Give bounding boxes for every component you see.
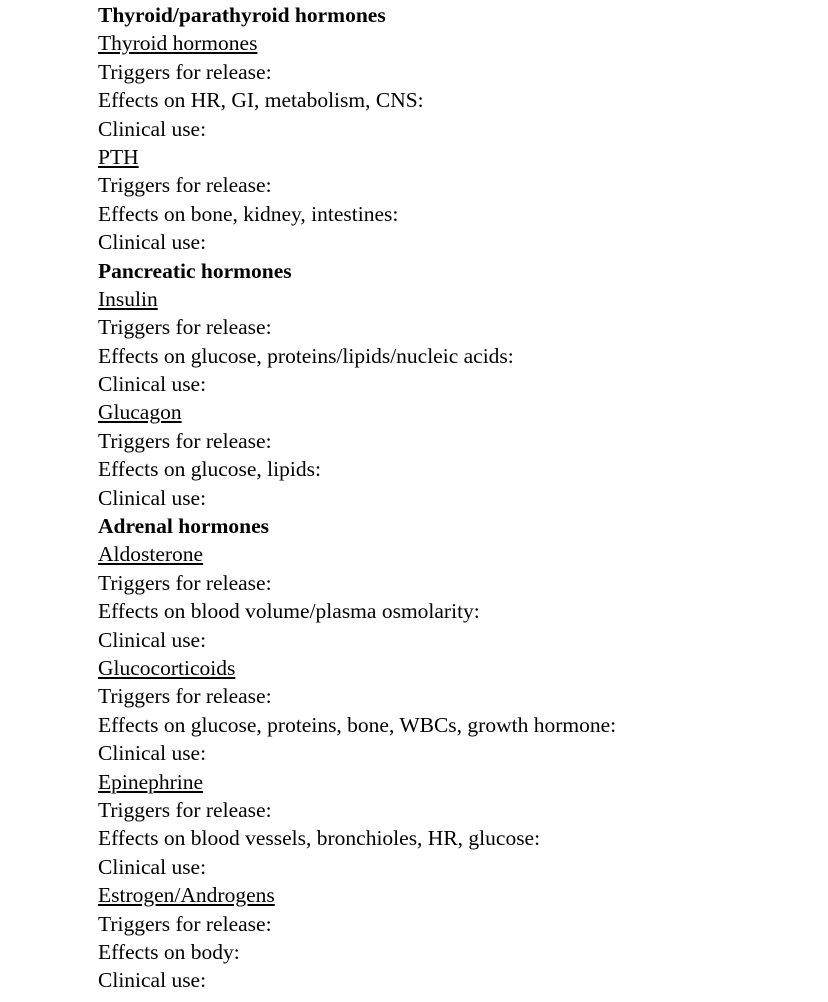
hormone-name: Estrogen/Androgens [98,883,275,908]
hormone-name: PTH [98,144,139,169]
clinical-use-label: Clinical use: [98,372,207,397]
clinical-use-label: Clinical use: [98,968,207,993]
hormone-name: Glucagon [98,400,182,425]
clinical-use-label: Clinical use: [98,116,207,141]
clinical-use-label: Clinical use: [98,627,207,652]
effects-label: Effects on body: [98,939,240,964]
triggers-label: Triggers for release: [98,570,272,595]
document-body [98,1,798,995]
effects-label: Effects on glucose, lipids: [98,457,321,482]
clinical-use-label: Clinical use: [98,230,207,255]
section-title: Adrenal hormones [98,514,270,539]
hormone-name: Glucocorticoids [98,655,236,680]
hormone-name: Insulin [98,286,158,311]
effects-label: Effects on bone, kidney, intestines: [98,201,399,226]
effects-label: Effects on blood volume/plasma osmolarity: [98,599,480,624]
effects-label: Effects on blood vessels, bronchioles, HR, glucose: [98,826,541,851]
hormone-name: Epinephrine [98,769,204,794]
section-title: Pancreatic hormones [98,258,292,283]
effects-label: Effects on glucose, proteins, bone, WBCs, growth hormone: [98,712,617,737]
clinical-use-label: Clinical use: [98,854,207,879]
triggers-label: Triggers for release: [98,173,272,198]
triggers-label: Triggers for release: [98,59,272,84]
clinical-use-label: Clinical use: [98,741,207,766]
hormone-name: Aldosterone [98,542,204,567]
hormone-name: Thyroid hormones [98,31,258,56]
triggers-label: Triggers for release: [98,797,272,822]
triggers-label: Triggers for release: [98,911,272,936]
triggers-label: Triggers for release: [98,684,272,709]
clinical-use-label: Clinical use: [98,485,207,510]
section-title: Thyroid/parathyroid hormones [98,3,386,27]
triggers-label: Triggers for release: [98,315,272,340]
triggers-label: Triggers for release: [98,428,272,453]
effects-label: Effects on HR, GI, metabolism, CNS: [98,88,424,113]
effects-label: Effects on glucose, proteins/lipids/nucleic acids: [98,343,514,368]
